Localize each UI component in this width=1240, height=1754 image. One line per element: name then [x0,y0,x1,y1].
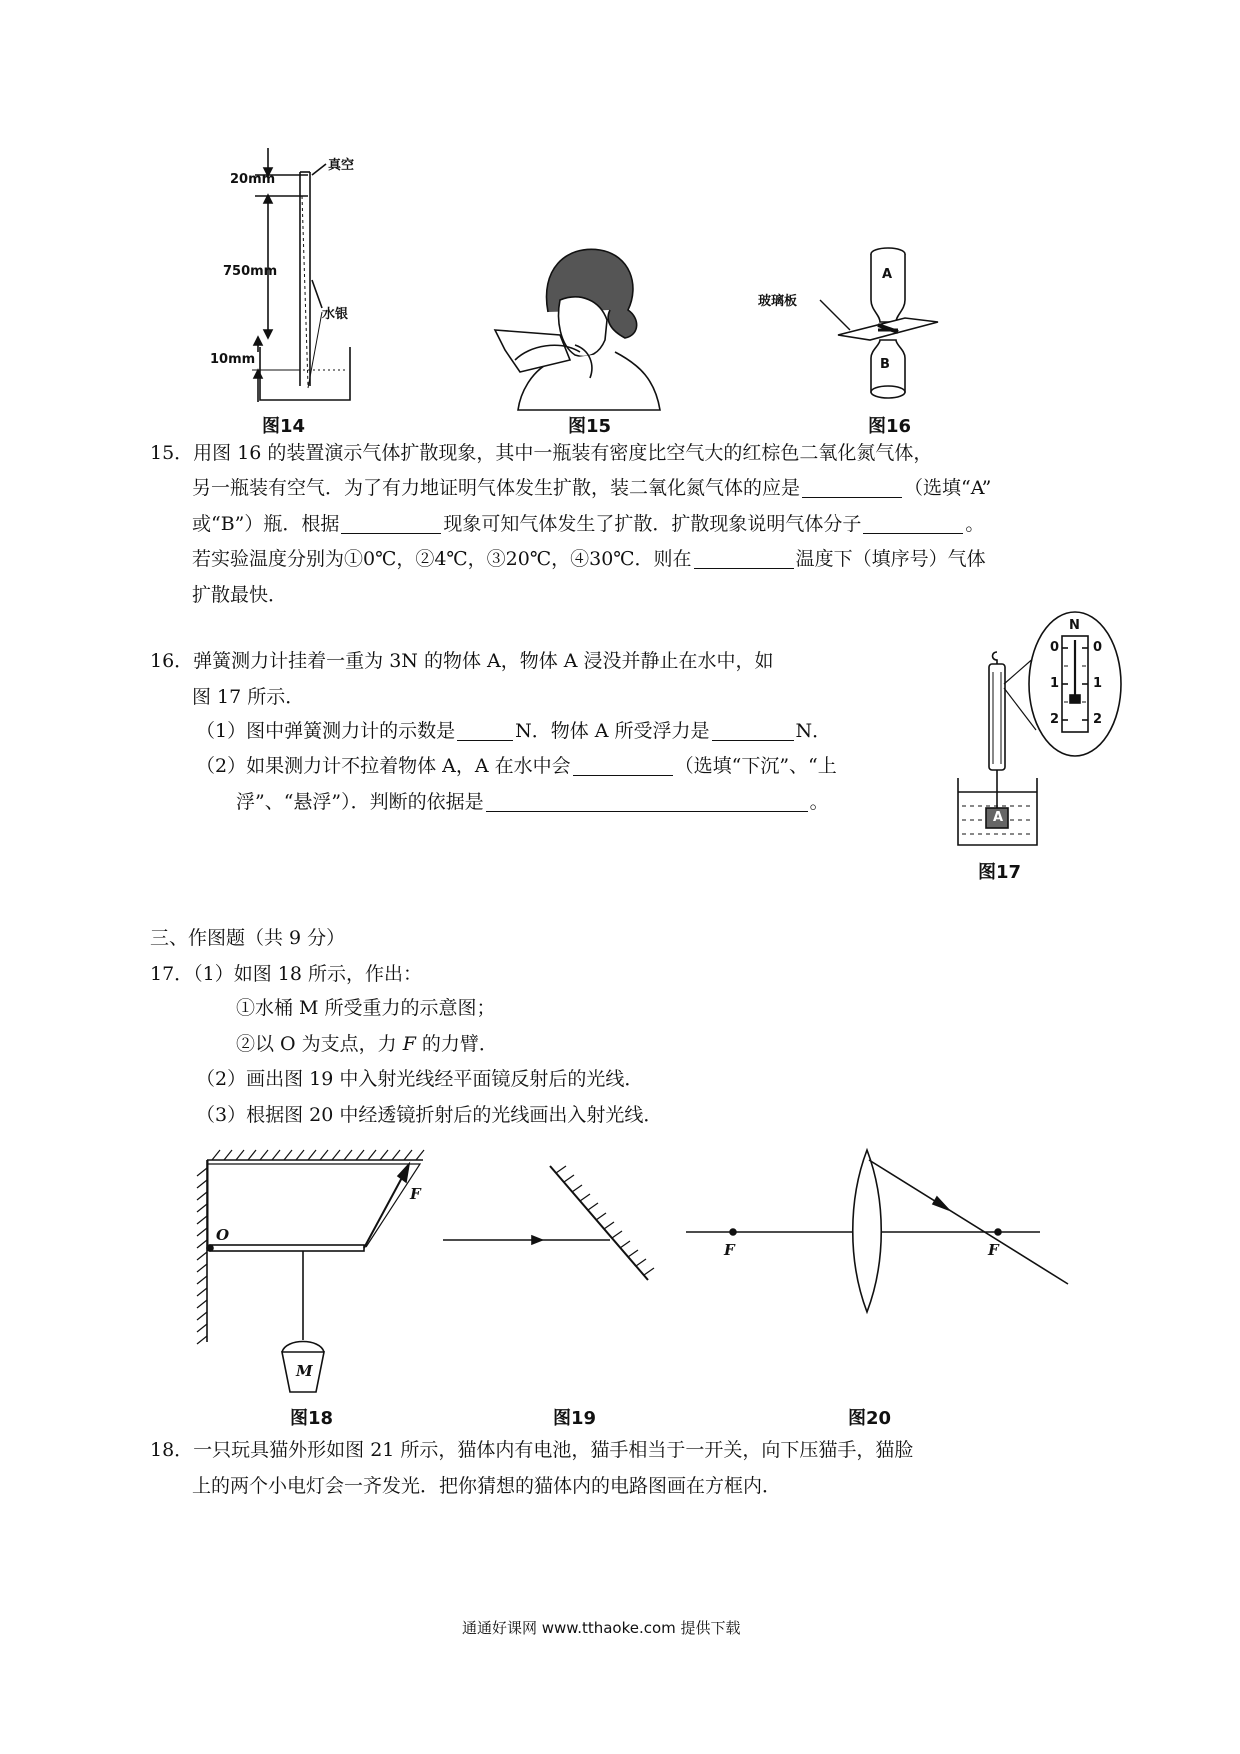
q15-line-5: 扩散最快． [192,584,288,606]
q16-text-5b: 。 [809,791,829,813]
q15-line-1: 15．用图 16 的装置演示气体扩散现象，其中一瓶装有密度比空气大的红棕色二氧化氮气体， [150,442,933,464]
fig20-caption: 图20 [848,1408,892,1429]
q17-line-1: 17．（1）如图 18 所示，作出： [150,963,423,985]
fig18-caption: 图18 [290,1408,334,1429]
q15-text-2b: （选填“A” [904,477,992,499]
section-3-title: 三、作图题（共 9 分） [150,927,346,949]
fig16-label-b: B [880,357,890,372]
fig17-label-1-right: 1 [1093,676,1103,691]
fig17-label-0-right: 0 [1093,640,1103,655]
q18-line-2: 上的两个小电灯会一齐发光．把你猜想的猫体内的电路图画在方框内． [192,1475,782,1497]
q17-line-4: （2）画出图 19 中入射光线经平面镜反射后的光线． [196,1068,644,1090]
fig19-caption: 图19 [553,1408,597,1429]
q17-line-5: （3）根据图 20 中经透镜折射后的光线画出入射光线． [196,1104,663,1126]
q15-text-3a: 或“B”）瓶．根据 [192,513,340,535]
q16-text-5a: 浮”、“悬浮”）．判断的依据是 [236,791,484,813]
fig14-label-750mm: 750mm [223,264,278,279]
fig17-label-1-left: 1 [1050,676,1060,691]
q17-text-3b: 的力臂． [415,1033,498,1055]
fig14-label-mercury: 水银 [322,307,349,322]
q17-text-3f: F [402,1033,416,1055]
fig20-label-f-right: F [988,1241,999,1259]
fig17-label-2-right: 2 [1093,712,1103,727]
q16-line-1: 16．弹簧测力计挂着一重为 3N 的物体 A，物体 A 浸没并静止在水中，如 [150,650,774,672]
fig14-label-vacuum: 真空 [328,158,355,173]
q15-text-4b: 温度下（填序号）气体 [795,548,986,570]
fig14-label-10mm: 10mm [210,352,256,367]
q15-text-3c: 。 [965,513,985,535]
fig17-label-n: N [1069,618,1080,633]
q16-text-3b: N．物体 A 所受浮力是 [515,720,710,742]
fig16-label-glass: 玻璃板 [758,294,798,309]
q16-line-2: 图 17 所示． [192,686,305,708]
fig18-label-f: F [410,1185,421,1203]
fig14-label-20mm: 20mm [230,172,276,187]
q17-line-2: ①水桶 M 所受重力的示意图； [236,997,496,1019]
q18-line-1: 18．一只玩具猫外形如图 21 所示，猫体内有电池，猫手相当于一开关，向下压猫手，猫脸 [150,1439,914,1461]
fig17-label-2-left: 2 [1050,712,1060,727]
fig17-label-0-left: 0 [1050,640,1060,655]
q15-text-2a: 另一瓶装有空气．为了有力地证明气体发生扩散，装二氧化氮气体的应是 [192,477,801,499]
fig14-caption: 图14 [262,416,306,437]
fig18-label-m: M [296,1362,313,1380]
fig18-label-o: O [216,1226,230,1244]
q15-text-4a: 若实验温度分别为①0℃，②4℃，③20℃，④30℃．则在 [192,548,692,570]
fig20-label-f-left: F [724,1241,735,1259]
page-footer: 通通好课网 www.tthaoke.com 提供下载 [462,1619,741,1637]
q16-text-4b: （选填“下沉”、“上 [674,755,837,777]
q15-text-3b: 现象可知气体发生了扩散．扩散现象说明气体分子 [443,513,862,535]
fig15-caption: 图15 [568,416,612,437]
q16-text-3a: （1）图中弹簧测力计的示数是 [196,720,456,742]
q16-text-3c: N． [795,720,832,742]
q16-text-4a: （2）如果测力计不拉着物体 A，A 在水中会 [196,755,571,777]
fig17-label-weight: A [993,810,1004,825]
fig16-caption: 图16 [868,416,912,437]
q17-text-3a: ②以 O 为支点，力 [236,1033,403,1055]
fig17-caption: 图17 [978,862,1022,883]
fig16-label-a: A [882,267,893,282]
